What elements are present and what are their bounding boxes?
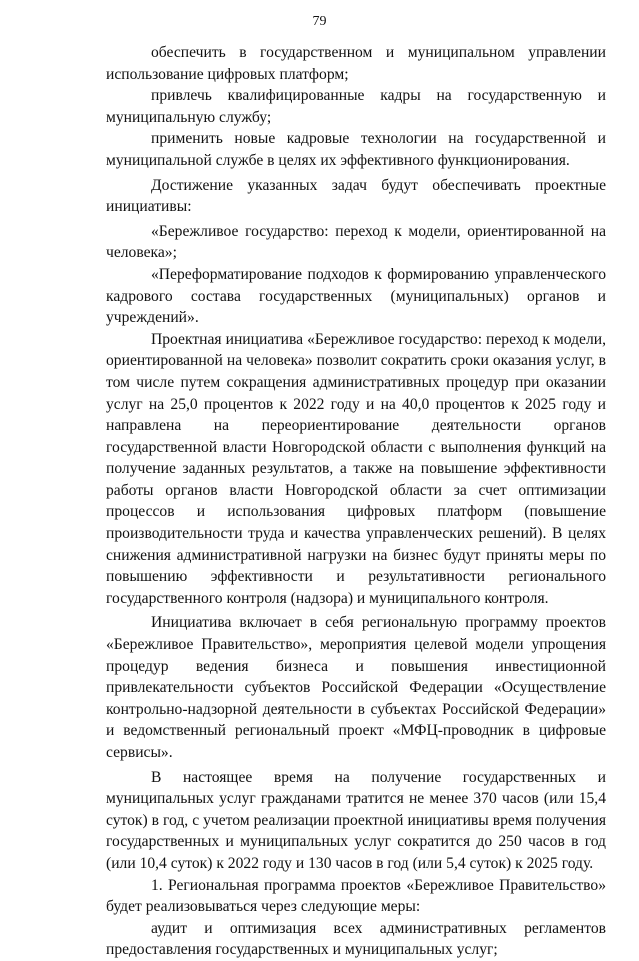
paragraph-regional-program: 1. Региональная программа проектов «Бережливое Правительство» будет реализовываться через следующие меры: [106, 876, 606, 916]
paragraph-hr-technologies: применить новые кадровые технологии на государственной и муниципальной службе в целях их эффективного функционирования. [106, 130, 606, 169]
paragraph-initiative-reformatting: «Переформатирование подходов к формированию управленческого кадрового состава государственных (муниципальных) органов и учреждений». [106, 265, 606, 327]
paragraph-personnel: привлечь квалифицированные кадры на государственную и муниципальную службу; [106, 87, 606, 126]
page-number: 79 [312, 14, 327, 29]
paragraph-lean-state-description: Проектная инициатива «Бережливое государство: переход к модели, ориентированной на человека» позволит сократить сроки оказания услуг, в том числе путем сокращения административных процедур при оказании услуг на 25,0 процентов к 2022 году и на 40,0 процентов к 2025 году и направлена на переориентирование деятельности органов государственной власти Новгородской области с выполнения функций на получение заданных результатов, а также на повышение эффективности работы органов власти Новгородской области за счет оптимизации процессов и использования цифровых платформ (повышение производительности труда и качества управленческих решений). В целях снижения административной нагрузки на бизнес будут приняты меры по повышению эффективности и результативности регионального государственного контроля (надзора) и муниципального контроля. [106, 330, 606, 607]
paragraph-initiatives-intro: Достижение указанных задач будут обеспечивать проектные инициативы: [106, 176, 606, 216]
paragraph-platforms: обеспечить в государственном и муниципальном управлении использование цифровых платформ; [106, 44, 606, 83]
paragraph-service-hours: В настоящее время на получение государственных и муниципальных услуг гражданами тратится не менее 370 часов (или 15,4 суток) в год, с учетом реализации проектной инициативы время получения государственных и муниципальных услуг сократится до 250 часов в год (или 10,4 суток) к 2022 году и 130 часов в год (или 5,4 суток) к 2025 году. [106, 768, 606, 872]
document-body [106, 42, 606, 961]
paragraph-initiative-lean-state: «Бережливое государство: переход к модели, ориентированной на человека»; [106, 222, 606, 262]
paragraph-audit-regulations: аудит и оптимизация всех административных регламентов предоставления государственных и муниципальных услуг; [106, 919, 606, 959]
paragraph-initiative-includes: Инициатива включает в себя региональную программу проектов «Бережливое Правительство», мероприятия целевой модели упрощения процедур ведения бизнеса и повышения инвестиционной привлекательности субъектов Российской Федерации «Осуществление контрольно-надзорной деятельности в субъектах Российской Федерации» и ведомственный региональный проект «МФЦ-проводник в цифровые сервисы». [106, 614, 606, 761]
